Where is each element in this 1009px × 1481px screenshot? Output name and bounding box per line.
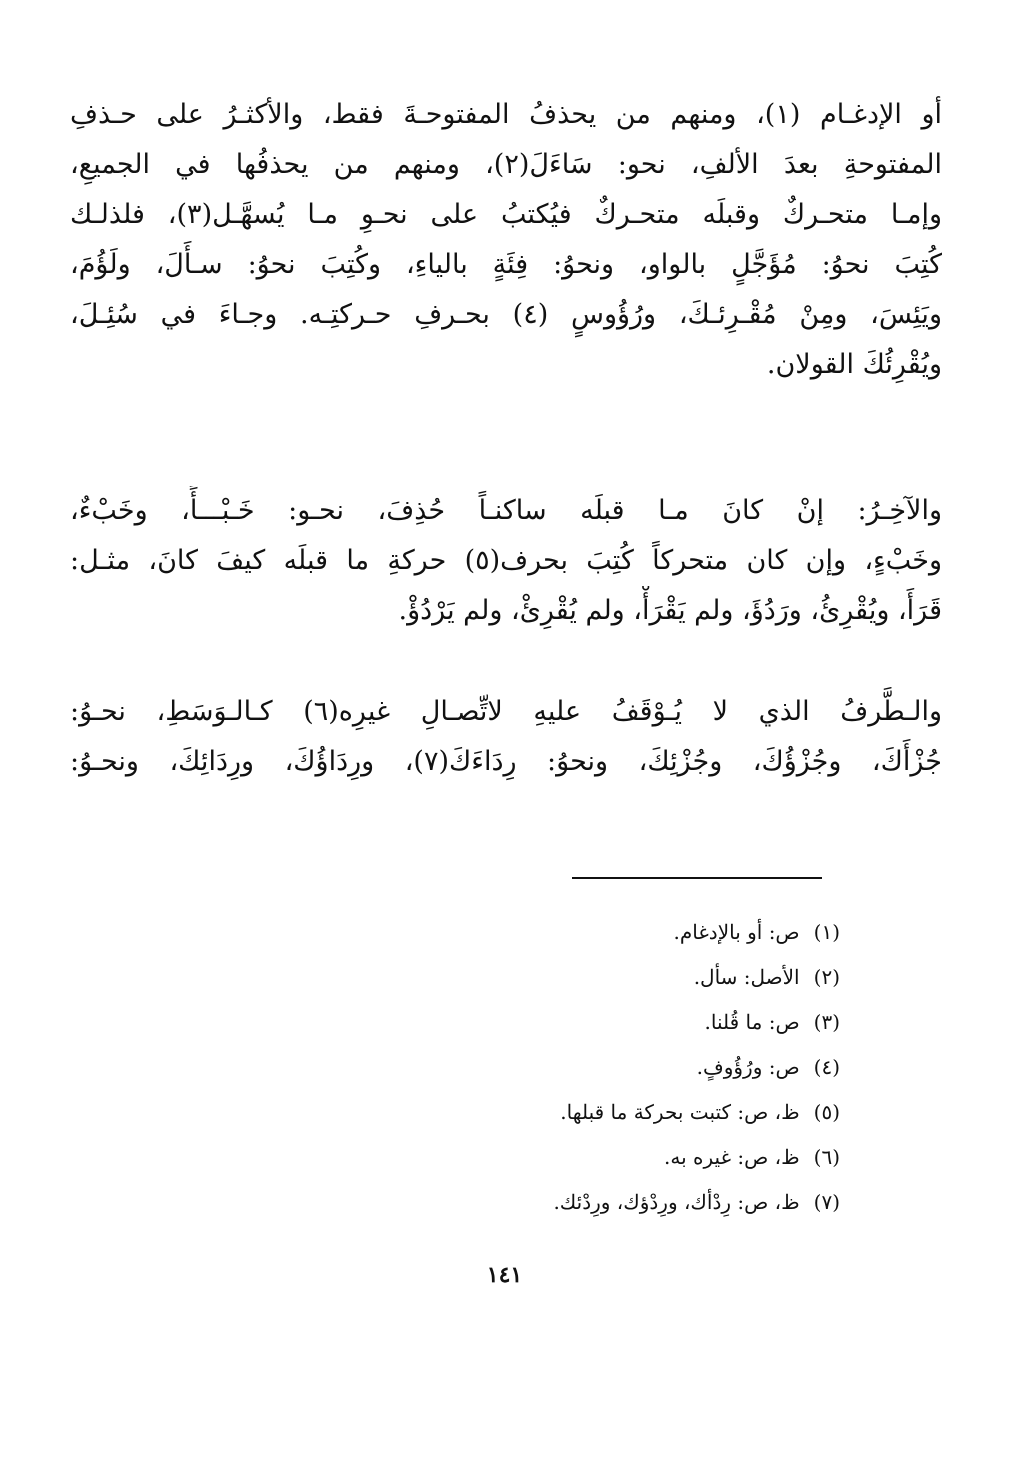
text-line: المفتوحةِ بعدَ الألفِ، نحو: سَاءَلَ(٢)، ومنهم من يحذفُها في الجميعِ، bbox=[70, 149, 942, 180]
footnote-text: ظ، ص: كتبت بحركة ما قبلها. bbox=[560, 1100, 800, 1124]
footnote-text: ص: أو بالإدغام. bbox=[673, 920, 800, 944]
footnote-text: ظ، ص: غيره به. bbox=[664, 1145, 800, 1169]
footnote-item bbox=[400, 955, 840, 1000]
footnotes bbox=[400, 910, 840, 1225]
footnote-text: ظ، ص: رِدْأك، ورِدْؤك، ورِدْئك. bbox=[553, 1190, 800, 1214]
page-number: ١٤١ bbox=[486, 1262, 523, 1288]
footnote-item bbox=[400, 1180, 840, 1225]
footnote-number: (٤) bbox=[813, 1055, 840, 1079]
paragraph-3 bbox=[70, 687, 942, 787]
paragraph-1 bbox=[70, 90, 942, 390]
footnote-separator bbox=[572, 877, 822, 879]
footnote-item bbox=[400, 1045, 840, 1090]
footnote-number: (٣) bbox=[813, 1010, 840, 1034]
footnote-text: الأصل: سأل. bbox=[693, 965, 800, 989]
text-line: والـطَّرفُ الذي لا يُـوْقَفُ عليهِ لاتِّصـالِ غيرِه(٦) كـالـوَسَطِ، نحـوُ: bbox=[70, 696, 942, 727]
footnote-number: (٢) bbox=[813, 965, 840, 989]
paragraph-2 bbox=[70, 486, 942, 636]
footnote-number: (٧) bbox=[813, 1190, 840, 1214]
text-line: قَرَأَ، ويُقْرِئُ، ورَدُؤَ، ولم يَقْرَأْ، ولم يُقْرِئْ، ولم يَرْدُؤْ. bbox=[398, 595, 942, 626]
text-line: وخَبْءٍ، وإن كان متحركاً كُتِبَ بحرف(٥) حركةِ ما قبلَه كيفَ كانَ، مثـل: bbox=[70, 545, 942, 576]
text-line: ويَئِسَ، ومِنْ مُقْـرِئـكَ، ورُؤُوسٍ (٤) بحـرفِ حـركتِـه. وجـاءَ في سُئِـلَ، bbox=[70, 299, 942, 330]
footnote-text: ص: ما قُلنا. bbox=[704, 1010, 800, 1034]
text-line: جُزْأَكَ، وجُزْؤُكَ، وجُزْئِكَ، ونحوُ: رِدَاءَكَ(٧)، ورِدَاؤُكَ، ورِدَائِكَ، ونحـوُ: bbox=[70, 746, 942, 777]
footnote-number: (١) bbox=[813, 920, 840, 944]
footnote-item bbox=[400, 1090, 840, 1135]
footnote-text: ص: ورُؤُوفٍ. bbox=[696, 1055, 800, 1079]
footnote-number: (٥) bbox=[813, 1100, 840, 1124]
footnote-item bbox=[400, 1135, 840, 1180]
text-line: كُتِبَ نحوُ: مُؤَجَّلٍ بالواو، ونحوُ: فِئَةٍ بالياءِ، وكُتِبَ نحوُ: سـأَلَ، ولَؤُمَ، bbox=[70, 249, 942, 280]
text-line: وإمـا متحـركٌ وقبلَه متحـركٌ فيُكتبُ على نحـوِ مـا يُسهَّـل(٣)، فلذلـك bbox=[70, 199, 942, 230]
footnote-number: (٦) bbox=[813, 1145, 840, 1169]
text-line: أو الإدغـام (١)، ومنهم من يحذفُ المفتوحـةَ فقط، والأكثـرُ على حـذفِ bbox=[70, 99, 942, 130]
text-line: ويُقْرِئُكَ القولان. bbox=[766, 349, 942, 380]
text-line: والآخِـرُ: إنْ كانَ مـا قبلَه ساكنـاً حُذِفَ، نحـو: خَـبْـــأً، وخَبْءٌ، bbox=[70, 495, 942, 526]
footnote-item bbox=[400, 910, 840, 955]
footnote-item bbox=[400, 1000, 840, 1045]
